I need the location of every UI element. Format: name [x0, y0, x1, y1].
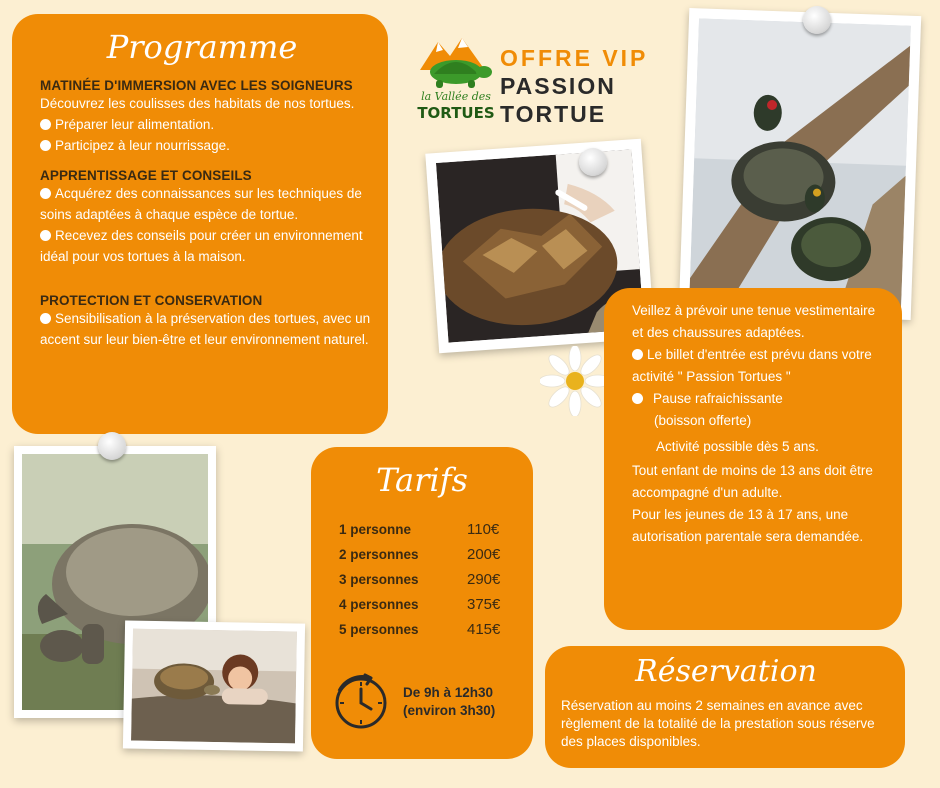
- list-item-text: Participez à leur nourrissage.: [55, 138, 230, 153]
- offer-line3: TORTUE: [500, 101, 607, 127]
- section-heading-immersion: MATINÉE D'IMMERSION AVEC LES SOIGNEURS: [40, 78, 353, 93]
- price-label: 2 personnes: [339, 547, 419, 562]
- price-value: 110€: [467, 521, 500, 538]
- logo-line1: la Vallée des: [421, 90, 491, 103]
- info-age: Activité possible dès 5 ans.: [656, 439, 819, 454]
- bullet-dot-icon: [40, 188, 51, 199]
- bullet-dot-icon: [632, 393, 643, 404]
- logo-icon: [416, 30, 498, 126]
- price-value: 200€: [467, 546, 501, 563]
- bullet-dot-icon: [632, 349, 643, 360]
- table-row: [339, 567, 519, 592]
- list-item: [40, 114, 374, 135]
- info-teen-rule: Pour les jeunes de 13 à 17 ans, une autorisation parentale sera demandée.: [632, 507, 864, 544]
- hours-time: De 9h à 12h30: [403, 685, 494, 700]
- list-item: [40, 308, 374, 350]
- offer-line2: PASSION: [500, 73, 616, 99]
- bullet-dot-icon: [40, 230, 51, 241]
- reservation-text: Réservation au moins 2 semaines en avance avec règlement de la totalité de la prestation sous réserve des places disponibles.: [561, 698, 875, 749]
- tarifs-title: Tarifs: [376, 461, 468, 499]
- daisy-flower-icon: [540, 346, 610, 416]
- tarifs-card: [311, 447, 533, 759]
- price-label: 3 personnes: [339, 572, 419, 587]
- table-row: [339, 542, 519, 567]
- programme-title: Programme: [106, 28, 298, 66]
- hours-block: [331, 673, 495, 731]
- table-row: [339, 617, 519, 642]
- list-item: [40, 225, 374, 267]
- list-item: [40, 183, 374, 225]
- pushpin-icon: [803, 6, 831, 34]
- price-value: 375€: [467, 596, 501, 613]
- logo-line2: TORTUES: [417, 104, 495, 122]
- pushpin-icon: [579, 148, 607, 176]
- info-bullet-note: (boisson offerte): [654, 413, 752, 428]
- info-child-rule: Tout enfant de moins de 13 ans doit être accompagné d'un adulte.: [632, 463, 873, 500]
- pushpin-icon: [98, 432, 126, 460]
- programme-card: [12, 14, 388, 434]
- list-item-text: Acquérez des connaissances sur les techniques de soins adaptées à chaque espèce de tortue.: [40, 186, 362, 222]
- reservation-title: Réservation: [635, 654, 817, 689]
- list-item-text: Recevez des conseils pour créer un environnement idéal pour vos tortues à la maison.: [40, 228, 363, 264]
- section-heading-protection: PROTECTION ET CONSERVATION: [40, 293, 263, 308]
- clock-icon: [331, 673, 391, 731]
- list-item: [632, 344, 888, 388]
- list-item-text: Pause rafraichissante: [653, 391, 783, 406]
- list-item: [40, 135, 374, 156]
- info-card: [604, 288, 902, 630]
- photo-turtles-on-branch: [679, 8, 921, 320]
- list-item: [632, 388, 888, 410]
- price-label: 5 personnes: [339, 622, 419, 637]
- price-label: 4 personnes: [339, 597, 419, 612]
- list-item-text: Le billet d'entrée est prévu dans votre activité " Passion Tortues ": [632, 347, 872, 384]
- bullet-dot-icon: [40, 313, 51, 324]
- bullet-dot-icon: [40, 119, 51, 130]
- list-item-text: Sensibilisation à la préservation des tortues, avec un accent sur leur bien-être et leur environnement naturel.: [40, 311, 371, 347]
- photo-child-with-tortoise: [123, 620, 305, 751]
- info-intro: Veillez à prévoir une tenue vestimentaire et des chaussures adaptées.: [632, 303, 876, 340]
- price-value: 290€: [467, 571, 501, 588]
- hours-duration: (environ 3h30): [403, 703, 496, 718]
- table-row: [339, 592, 519, 617]
- price-label: 1 personne: [339, 522, 412, 537]
- vallee-des-tortues-logo: [416, 30, 498, 126]
- table-row: [339, 517, 519, 542]
- price-value: 415€: [467, 621, 501, 638]
- offer-line1: OFFRE VIP: [500, 45, 649, 71]
- offer-title: [500, 44, 648, 128]
- section-heading-apprentissage: APPRENTISSAGE ET CONSEILS: [40, 168, 252, 183]
- section-intro-immersion: Découvrez les coulisses des habitats de nos tortues.: [40, 96, 355, 111]
- reservation-card: [545, 646, 905, 768]
- bullet-dot-icon: [40, 140, 51, 151]
- list-item-text: Préparer leur alimentation.: [55, 117, 215, 132]
